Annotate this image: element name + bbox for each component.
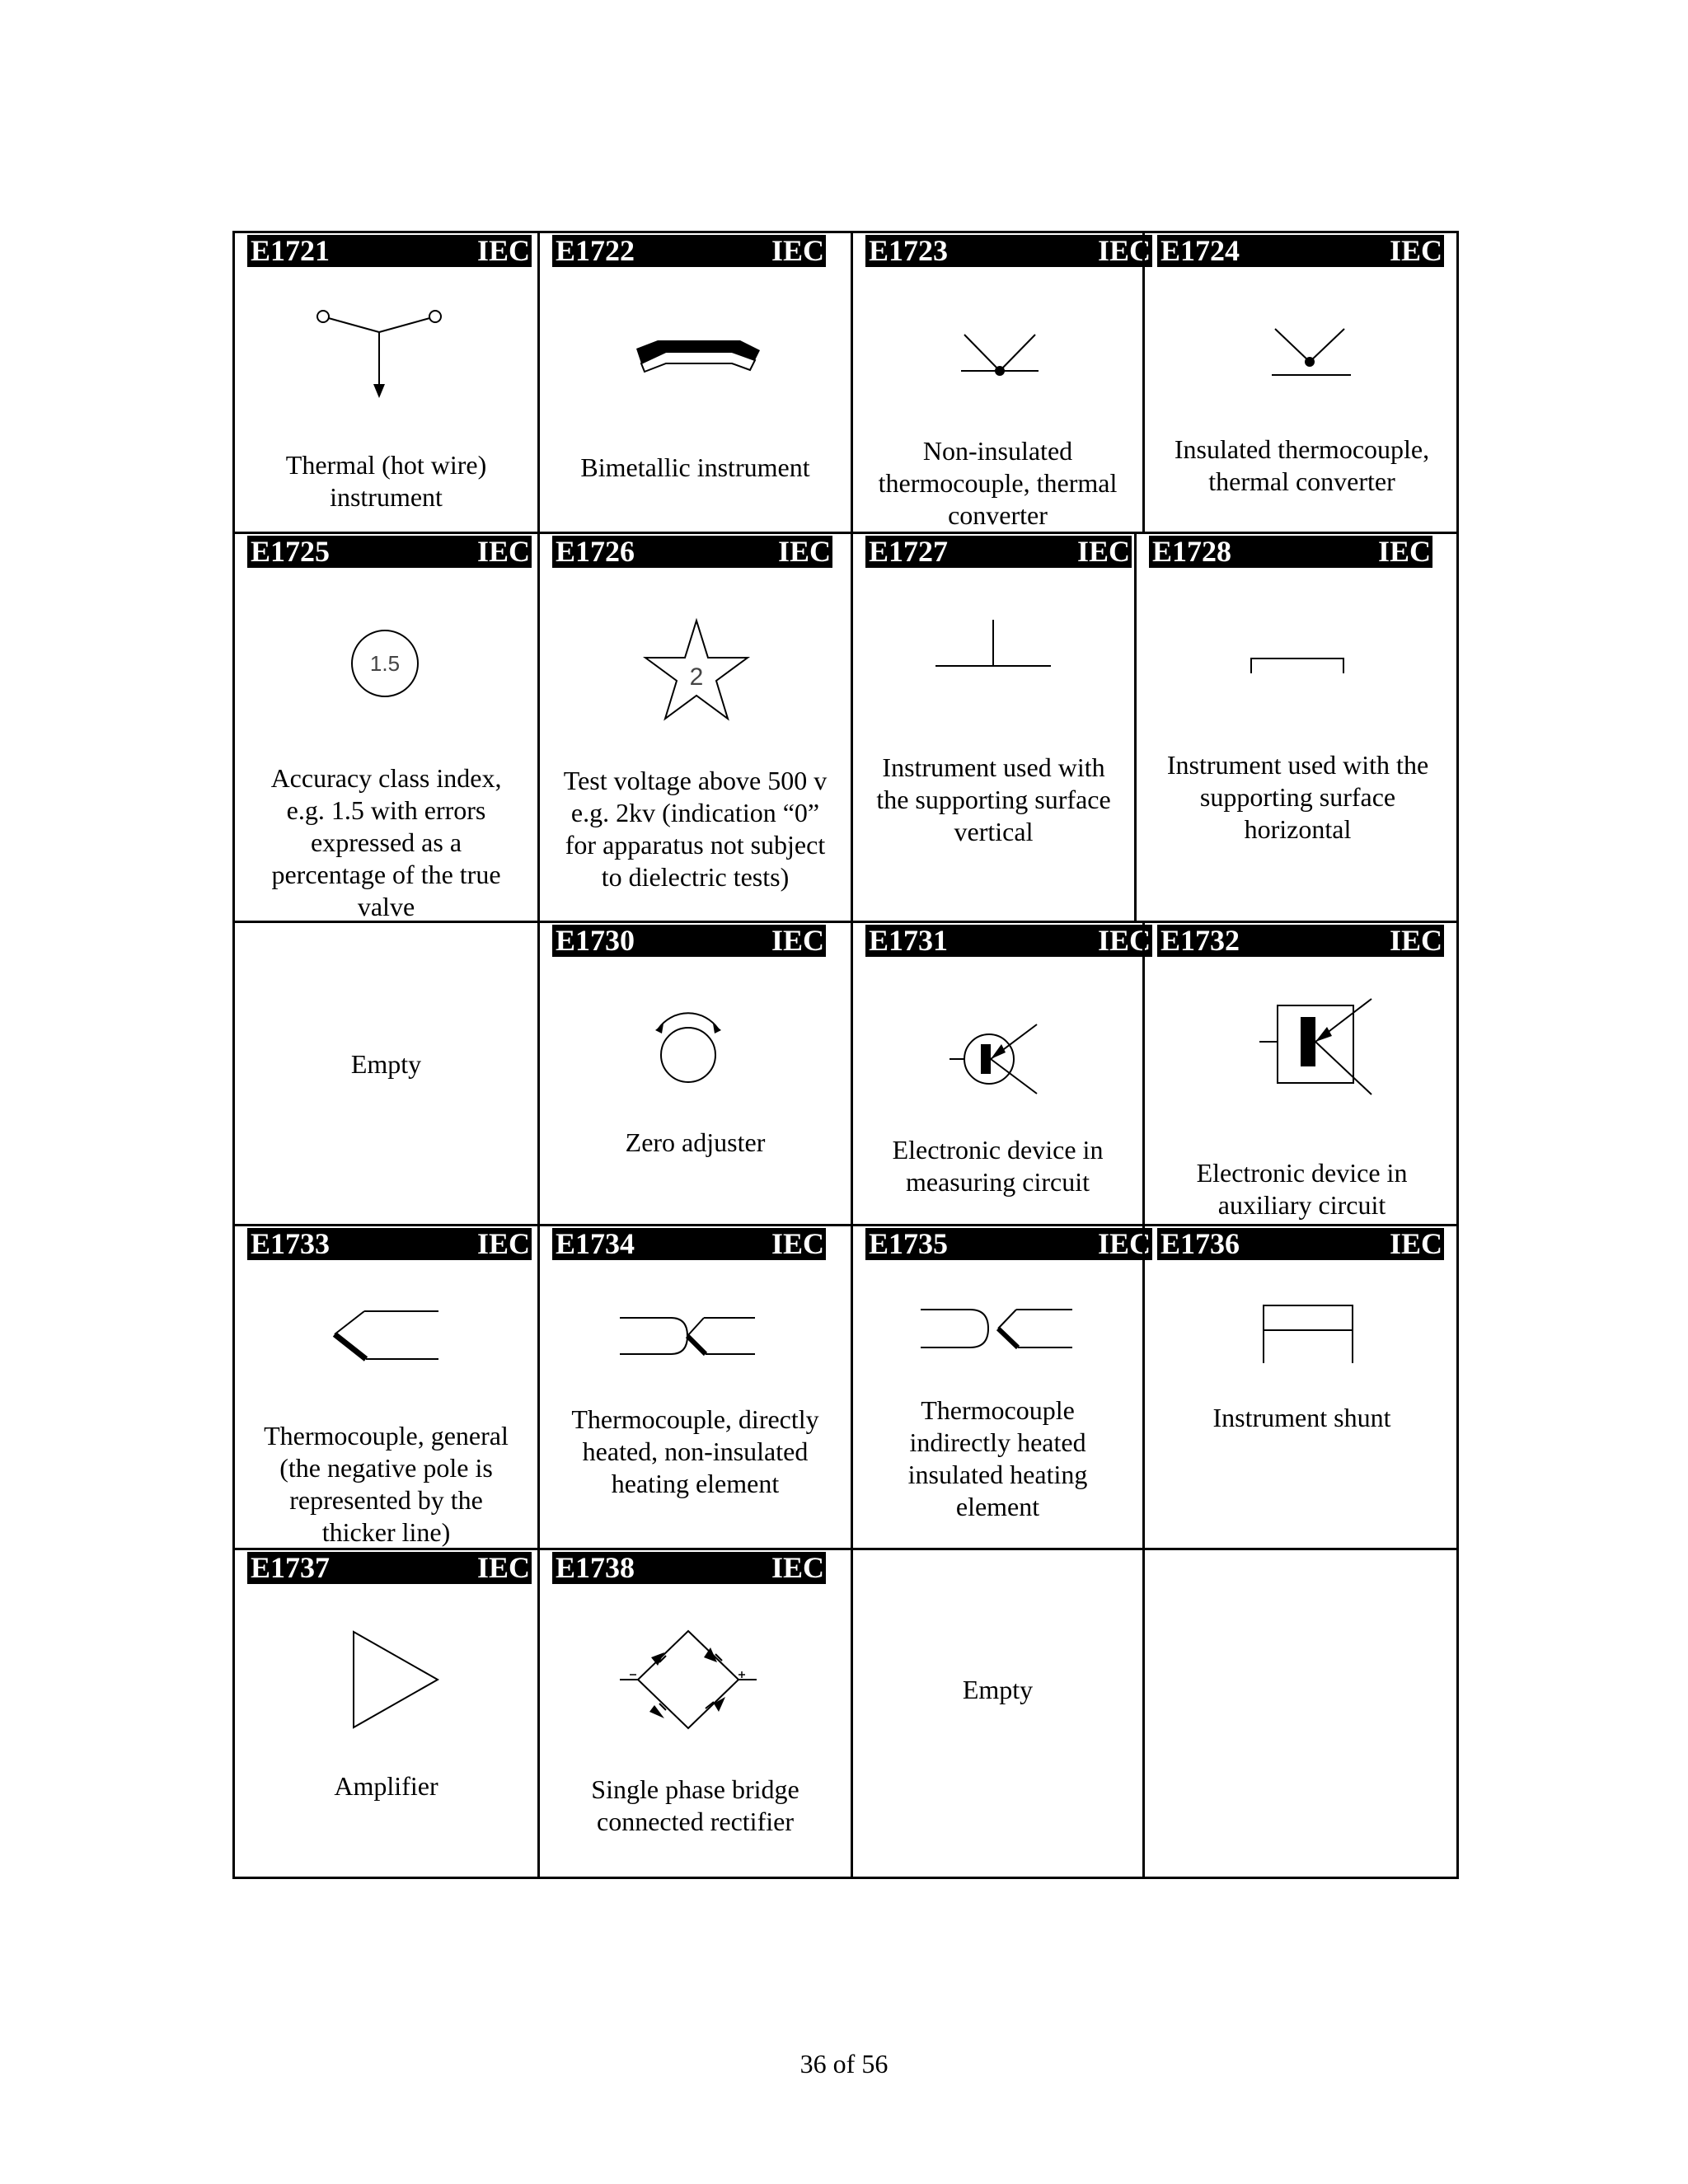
symbol-code: E1738 bbox=[556, 1551, 635, 1584]
cell-header bbox=[552, 235, 826, 267]
symbol-cell-e1734 bbox=[537, 1224, 851, 1548]
cell-header bbox=[552, 1228, 826, 1260]
standard-label: IEC bbox=[1097, 1227, 1151, 1260]
symbol-description: Electronic device in auxiliary circuit bbox=[1196, 1158, 1408, 1220]
cell-header bbox=[865, 925, 1152, 957]
accuracy-class-icon bbox=[348, 626, 422, 701]
non-insulated-thermocouple-icon bbox=[956, 328, 1047, 386]
symbol-description: Test voltage above 500 v e.g. 2kv (indication “0” for apparatus not subject to dielectric tests) bbox=[563, 766, 828, 892]
standard-label: IEC bbox=[476, 1551, 530, 1584]
thermocouple-general-icon bbox=[330, 1305, 445, 1371]
symbol-cell-e1735 bbox=[851, 1224, 1151, 1548]
symbol-code: E1734 bbox=[556, 1227, 635, 1260]
symbol-cell-e1722 bbox=[537, 231, 851, 532]
cell-header bbox=[247, 536, 532, 568]
cell-header bbox=[247, 1552, 532, 1584]
empty-label: Empty bbox=[962, 1675, 1034, 1704]
symbol-cell-e1737 bbox=[232, 1548, 537, 1879]
vertical-surface-icon bbox=[931, 616, 1055, 674]
thermocouple-indirect-heated-icon bbox=[919, 1305, 1076, 1354]
symbol-cell-e1723 bbox=[851, 231, 1151, 532]
cell-header bbox=[1157, 1228, 1444, 1260]
symbol-code: E1725 bbox=[251, 535, 331, 568]
insulated-thermocouple-icon bbox=[1268, 324, 1359, 382]
cell-header bbox=[552, 1552, 826, 1584]
symbol-code: E1730 bbox=[556, 924, 635, 957]
cell-header bbox=[247, 1228, 532, 1260]
bridge-rectifier-icon bbox=[618, 1626, 758, 1733]
empty-cell bbox=[232, 921, 537, 1224]
symbol-description: Thermocouple indirectly heated insulated heating element bbox=[907, 1395, 1088, 1521]
bimetallic-instrument-icon bbox=[635, 330, 767, 380]
symbol-cell-e1725 bbox=[232, 532, 537, 921]
standard-label: IEC bbox=[777, 535, 831, 568]
symbol-code: E1724 bbox=[1160, 234, 1240, 267]
symbol-cell-e1730 bbox=[537, 921, 851, 1224]
symbol-code: E1733 bbox=[251, 1227, 331, 1260]
cell-header bbox=[552, 925, 826, 957]
standard-label: IEC bbox=[771, 1227, 824, 1260]
symbol-code: E1735 bbox=[869, 1227, 949, 1260]
symbol-cell-e1721 bbox=[232, 231, 537, 532]
accuracy-class-value: 1.5 bbox=[369, 651, 401, 676]
test-voltage-value: 2 bbox=[689, 663, 704, 691]
symbol-description: Accuracy class index, e.g. 1.5 with errors expressed as a percentage of the true valve bbox=[270, 763, 502, 921]
electronic-device-measuring-icon bbox=[948, 1018, 1063, 1100]
standard-label: IEC bbox=[771, 924, 824, 957]
horizontal-surface-icon bbox=[1248, 654, 1347, 678]
standard-label: IEC bbox=[771, 234, 824, 267]
standard-label: IEC bbox=[1097, 234, 1151, 267]
cell-header bbox=[247, 235, 532, 267]
symbol-cell-e1738 bbox=[537, 1548, 851, 1879]
symbol-code: E1732 bbox=[1160, 924, 1240, 957]
symbol-code: E1737 bbox=[251, 1551, 331, 1584]
symbol-description: Instrument shunt bbox=[1212, 1403, 1391, 1432]
symbol-code: E1728 bbox=[1152, 535, 1232, 568]
symbol-code: E1726 bbox=[556, 535, 635, 568]
symbol-description: Insulated thermocouple, thermal converter bbox=[1174, 434, 1430, 496]
empty-label: Empty bbox=[350, 1049, 422, 1079]
cell-header bbox=[865, 235, 1152, 267]
standard-label: IEC bbox=[1389, 924, 1442, 957]
hot-wire-instrument-icon bbox=[317, 307, 457, 406]
symbol-cell-e1727 bbox=[851, 532, 1134, 921]
symbol-description: Thermocouple, directly heated, non-insulated heating element bbox=[571, 1404, 819, 1498]
symbol-cell-e1733 bbox=[232, 1224, 537, 1548]
page-number: 36 of 56 bbox=[799, 2049, 889, 2079]
standard-label: IEC bbox=[1377, 535, 1431, 568]
symbol-description: Instrument used with the supporting surface horizontal bbox=[1166, 750, 1429, 844]
standard-label: IEC bbox=[476, 234, 530, 267]
symbol-description: Thermal (hot wire) instrument bbox=[285, 450, 487, 512]
symbol-cell-e1728 bbox=[1134, 532, 1459, 921]
electronic-device-auxiliary-icon bbox=[1256, 991, 1396, 1106]
symbol-description: Thermocouple, general (the negative pole is represented by the thicker line) bbox=[264, 1421, 509, 1547]
standard-label: IEC bbox=[1097, 924, 1151, 957]
symbol-cell-e1724 bbox=[1142, 231, 1459, 532]
standard-label: IEC bbox=[476, 535, 530, 568]
cell-header bbox=[552, 536, 832, 568]
standard-label: IEC bbox=[476, 1227, 530, 1260]
symbol-description: Non-insulated thermocouple, thermal converter bbox=[878, 436, 1118, 530]
symbol-description: Amplifier bbox=[334, 1771, 438, 1801]
empty-cell bbox=[851, 1548, 1142, 1879]
amplifier-icon bbox=[350, 1629, 441, 1731]
symbol-description: Zero adjuster bbox=[625, 1127, 766, 1157]
cell-header bbox=[865, 1228, 1152, 1260]
symbol-code: E1722 bbox=[556, 234, 635, 267]
symbol-code: E1731 bbox=[869, 924, 949, 957]
standard-label: IEC bbox=[771, 1551, 824, 1584]
symbol-code: E1727 bbox=[869, 535, 949, 568]
blank-cell bbox=[1142, 1548, 1459, 1879]
cell-header bbox=[1157, 235, 1444, 267]
symbol-code: E1721 bbox=[251, 234, 331, 267]
standard-label: IEC bbox=[1389, 234, 1442, 267]
thermocouple-direct-heated-icon bbox=[618, 1313, 758, 1362]
test-voltage-star-icon bbox=[639, 616, 754, 724]
symbol-description: Bimetallic instrument bbox=[580, 452, 810, 482]
cell-header bbox=[865, 536, 1132, 568]
symbol-cell-e1732 bbox=[1142, 921, 1459, 1224]
symbol-cell-e1736 bbox=[1142, 1224, 1459, 1548]
symbol-cell-e1731 bbox=[851, 921, 1151, 1224]
instrument-shunt-icon bbox=[1260, 1301, 1359, 1366]
symbol-description: Electronic device in measuring circuit bbox=[892, 1135, 1104, 1197]
symbol-description: Single phase bridge connected rectifier bbox=[591, 1774, 799, 1836]
standard-label: IEC bbox=[1076, 535, 1130, 568]
symbol-cell-e1726 bbox=[537, 532, 851, 921]
symbol-code: E1736 bbox=[1160, 1227, 1240, 1260]
standard-label: IEC bbox=[1389, 1227, 1442, 1260]
cell-header bbox=[1149, 536, 1432, 568]
symbol-description: Instrument used with the supporting surface vertical bbox=[876, 752, 1111, 846]
symbol-code: E1723 bbox=[869, 234, 949, 267]
zero-adjuster-icon bbox=[647, 1005, 729, 1088]
cell-header bbox=[1157, 925, 1444, 957]
